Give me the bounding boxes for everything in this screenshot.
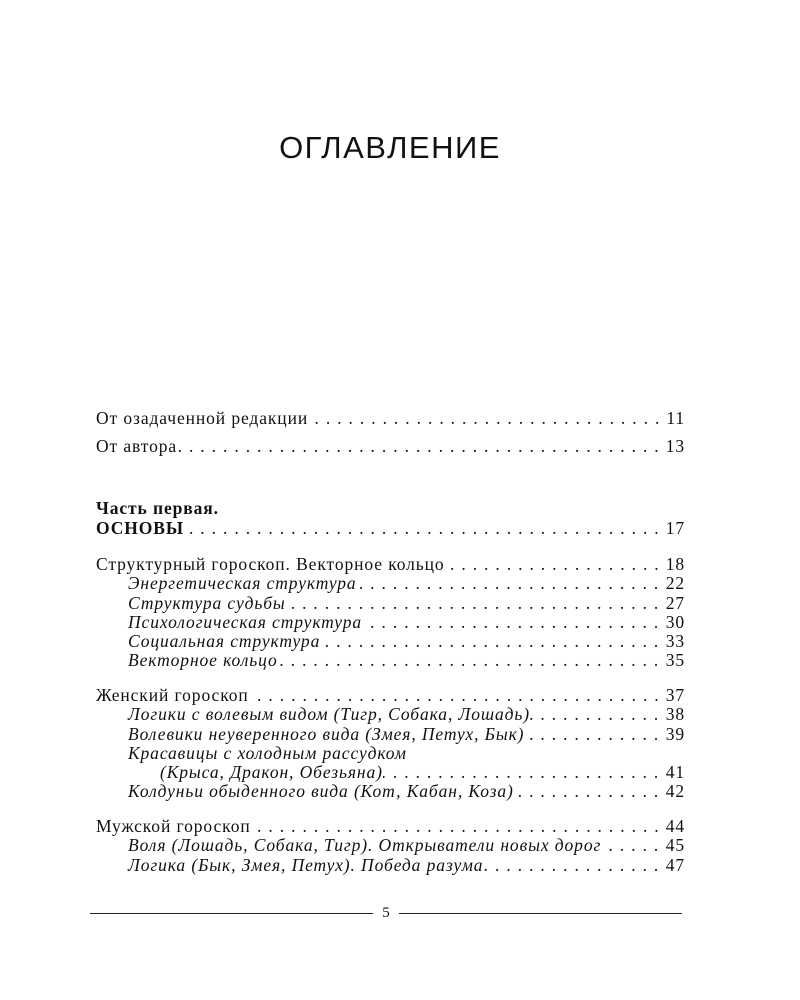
toc-entry xyxy=(96,555,685,574)
toc-subentry xyxy=(96,705,685,724)
toc-subentry-continuation xyxy=(96,763,685,782)
toc-subentry-label: Социальная структура xyxy=(128,631,321,652)
toc-subentry xyxy=(96,782,685,801)
toc-dot-leader xyxy=(362,613,659,632)
toc-subentry-label: Структура судьбы xyxy=(128,592,286,613)
toc-front-matter xyxy=(96,404,685,460)
toc-page-number: 33 xyxy=(665,631,685,652)
toc-entry xyxy=(96,686,685,705)
toc-subentry xyxy=(96,632,685,651)
toc-subentry-label: Воля (Лошадь, Собака, Тигр). Открыватели новых дорог xyxy=(128,835,602,856)
toc-page-number: 18 xyxy=(665,554,685,574)
toc-entry xyxy=(96,817,685,836)
toc-subentry-label-continuation: (Крыса, Дракон, Обезьяна) xyxy=(160,762,383,783)
toc-subentry-label: Логики с волевым видом (Тигр, Собака, Лошадь) xyxy=(128,704,531,725)
toc-dot-leader xyxy=(530,705,659,724)
toc-dot-leader xyxy=(249,686,659,705)
toc-part-label-row xyxy=(96,498,685,518)
toc-entry-label: Мужской гороскоп xyxy=(96,816,251,836)
toc-dot-leader xyxy=(251,817,659,836)
toc-subentry xyxy=(96,836,685,855)
toc-subentry xyxy=(96,651,685,670)
toc-page-number: 41 xyxy=(665,762,685,783)
toc-section-structural xyxy=(96,555,685,671)
toc-entry xyxy=(96,518,685,538)
toc-dot-leader xyxy=(524,725,658,744)
toc-subentry-label: Векторное кольцо xyxy=(128,650,278,671)
page-folio: 5 xyxy=(382,904,390,921)
toc-dot-leader xyxy=(445,555,659,574)
footer-rule-left xyxy=(90,913,373,914)
toc-page-number: 39 xyxy=(665,723,685,744)
toc-entry-label: От автора xyxy=(96,436,178,456)
toc-entry-label: Структурный гороскоп. Векторное кольцо xyxy=(96,554,445,574)
toc-page-number: 22 xyxy=(665,573,685,594)
toc-entry-label: От озадаченной редакции xyxy=(96,408,309,428)
toc-subentry xyxy=(96,725,685,744)
toc-subentry-label: Психологическая структура xyxy=(128,611,363,632)
toc-page-number: 13 xyxy=(665,436,685,456)
page-footer xyxy=(90,903,682,923)
toc-section-female xyxy=(96,686,685,802)
toc-page-number: 27 xyxy=(665,592,685,613)
toc-subentry-label: Волевики неуверенного вида (Змея, Петух, Бык) xyxy=(128,723,525,744)
toc-subentry xyxy=(96,613,685,632)
toc-part-one xyxy=(96,498,685,538)
toc-dot-leader xyxy=(483,856,658,875)
toc-dot-leader xyxy=(320,632,658,651)
toc-page-number: 45 xyxy=(665,835,685,856)
toc-subentry-label: Энергетическая структура xyxy=(128,573,357,594)
toc-subentry xyxy=(96,594,685,613)
toc-subentry-label: Логика (Бык, Змея, Петух). Победа разума xyxy=(128,854,484,875)
footer-rule-right xyxy=(399,913,682,914)
toc-dot-leader xyxy=(514,782,659,801)
toc-dot-leader xyxy=(357,574,659,593)
toc-part-label: Часть первая. xyxy=(96,498,219,518)
toc-page-number: 47 xyxy=(665,854,685,875)
toc-dot-leader xyxy=(184,518,659,538)
toc-page-number: 42 xyxy=(665,781,685,802)
toc-entry-label: Женский гороскоп xyxy=(96,685,249,705)
toc-dot-leader xyxy=(286,594,659,613)
toc-dot-leader xyxy=(308,404,659,432)
toc-page-number: 17 xyxy=(665,518,685,538)
toc-dot-leader xyxy=(177,432,659,460)
toc-entry xyxy=(96,432,685,460)
toc-dot-leader xyxy=(383,763,659,782)
toc-dot-leader xyxy=(278,651,659,670)
toc-dot-leader xyxy=(601,836,658,855)
toc-subentry xyxy=(96,856,685,875)
toc-section-male xyxy=(96,817,685,875)
toc-page-number: 35 xyxy=(665,650,685,671)
toc-subentry-first-line xyxy=(96,744,685,763)
toc-page-number: 30 xyxy=(665,611,685,632)
toc-page-number: 37 xyxy=(665,685,685,705)
toc-part-heading: ОСНОВЫ xyxy=(96,518,184,538)
toc-page-number: 11 xyxy=(666,408,685,428)
toc-subentry xyxy=(96,574,685,593)
toc-entry xyxy=(96,404,685,432)
toc-subentry-label: Красавицы с холодным рассудком xyxy=(128,742,407,763)
page-title: ОГЛАВЛЕНИЕ xyxy=(279,130,501,165)
toc-page-number: 38 xyxy=(665,704,685,725)
toc-subentry-label: Колдуньи обыденного вида (Кот, Кабан, Коза) xyxy=(128,781,514,802)
toc-page-number: 44 xyxy=(665,816,685,836)
